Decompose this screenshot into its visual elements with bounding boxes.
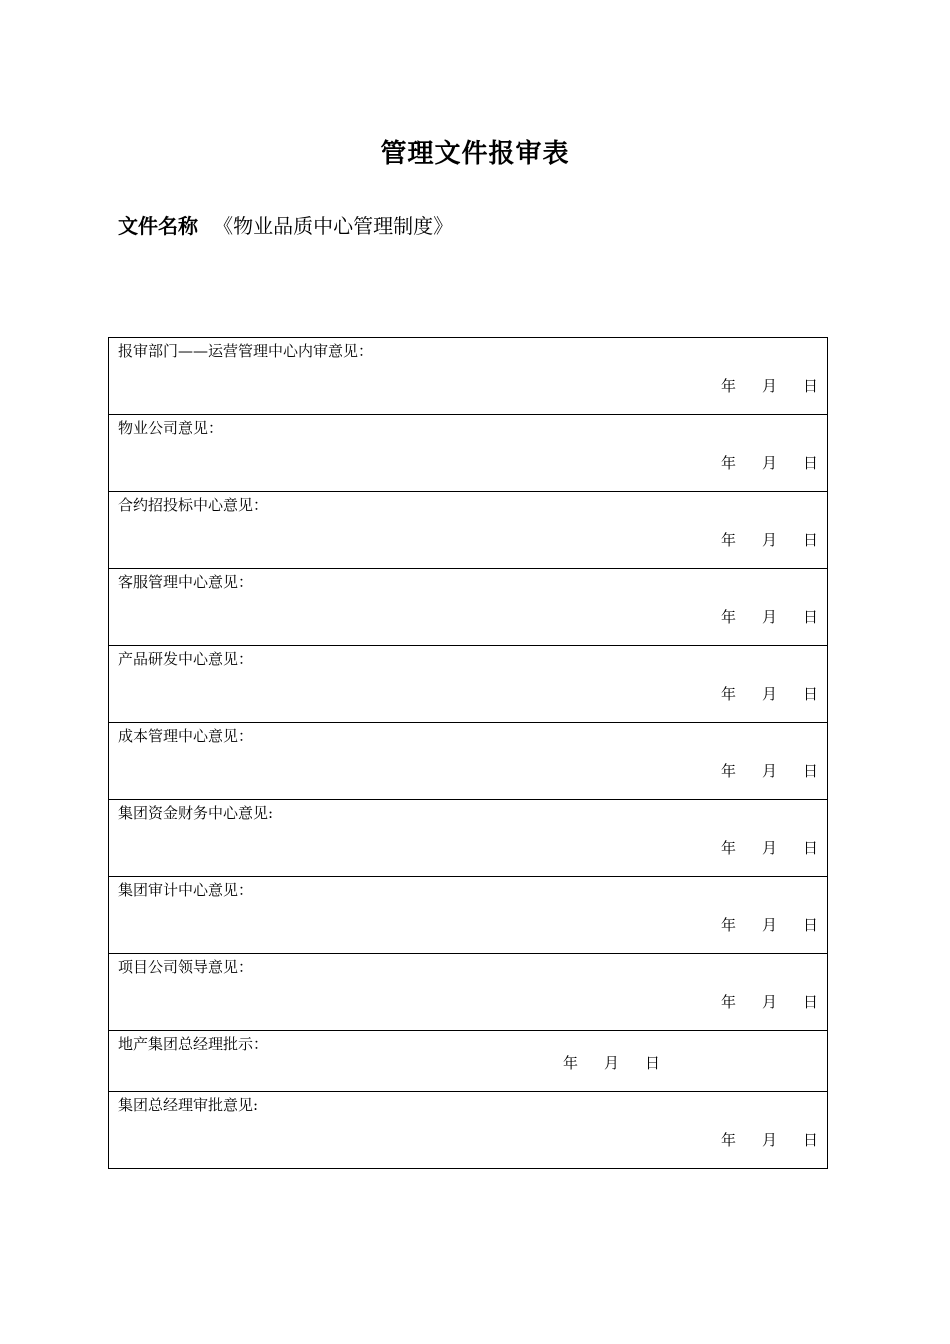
date-month: 月 <box>761 685 777 703</box>
approval-row-customer-service <box>109 568 827 645</box>
file-name-label: 文件名称 <box>118 214 198 238</box>
approval-row-group-gm <box>109 1091 827 1168</box>
row-label: 集团资金财务中心意见: <box>118 804 274 822</box>
date-year: 年 <box>720 454 736 472</box>
date-day: 日 <box>802 377 818 395</box>
date-month: 月 <box>761 531 777 549</box>
date-field <box>721 607 818 627</box>
date-month: 月 <box>761 762 777 780</box>
date-day: 日 <box>802 454 818 472</box>
date-year: 年 <box>720 1131 736 1149</box>
date-field <box>721 1130 818 1150</box>
date-month: 月 <box>761 916 777 934</box>
date-month: 月 <box>761 1131 777 1149</box>
date-field <box>721 992 818 1012</box>
date-month: 月 <box>761 377 777 395</box>
row-label: 产品研发中心意见： <box>118 650 254 668</box>
date-month: 月 <box>761 839 777 857</box>
date-day: 日 <box>802 762 818 780</box>
row-label: 客服管理中心意见： <box>118 573 254 591</box>
date-month: 月 <box>604 1054 620 1072</box>
file-name-value: 《物业品质中心管理制度》 <box>213 214 454 238</box>
date-day: 日 <box>802 1131 818 1149</box>
date-day: 日 <box>802 531 818 549</box>
approval-row-audit-center <box>109 876 827 953</box>
page-title: 管理文件报审表 <box>380 139 570 169</box>
date-year: 年 <box>720 685 736 703</box>
approval-row-property-company <box>109 414 827 491</box>
row-label: 报审部门——运营管理中心内审意见： <box>118 342 374 360</box>
date-month: 月 <box>761 993 777 1011</box>
date-year: 年 <box>720 608 736 626</box>
approval-row-product-rd <box>109 645 827 722</box>
row-label: 合约招投标中心意见： <box>118 496 269 514</box>
date-day: 日 <box>802 685 818 703</box>
date-field <box>721 376 818 396</box>
date-field <box>721 530 818 550</box>
approval-row-project-company <box>109 953 827 1030</box>
approval-row-cost-management <box>109 722 827 799</box>
date-day: 日 <box>802 993 818 1011</box>
date-field <box>721 684 818 704</box>
row-label: 地产集团总经理批示： <box>118 1035 269 1053</box>
file-name-line <box>118 210 453 242</box>
approval-row-bidding-center <box>109 491 827 568</box>
date-field <box>563 1053 660 1073</box>
date-field <box>721 838 818 858</box>
date-year: 年 <box>720 377 736 395</box>
date-field <box>721 453 818 473</box>
row-label: 成本管理中心意见： <box>118 727 254 745</box>
date-year: 年 <box>720 993 736 1011</box>
date-field <box>721 761 818 781</box>
date-month: 月 <box>761 608 777 626</box>
date-month: 月 <box>761 454 777 472</box>
date-day: 日 <box>802 839 818 857</box>
row-label: 集团总经理审批意见: <box>118 1096 259 1114</box>
approval-row-real-estate-gm <box>109 1030 827 1091</box>
date-year: 年 <box>720 916 736 934</box>
date-day: 日 <box>802 916 818 934</box>
date-year: 年 <box>720 762 736 780</box>
date-year: 年 <box>563 1054 579 1072</box>
date-field <box>721 915 818 935</box>
date-day: 日 <box>802 608 818 626</box>
date-year: 年 <box>720 839 736 857</box>
date-day: 日 <box>645 1054 661 1072</box>
approval-form-table <box>108 337 828 1169</box>
row-label: 集团审计中心意见： <box>118 881 254 899</box>
approval-row-finance-center <box>109 799 827 876</box>
approval-row-operations <box>109 338 827 414</box>
row-label: 项目公司领导意见： <box>118 958 254 976</box>
date-year: 年 <box>720 531 736 549</box>
row-label: 物业公司意见： <box>118 419 224 437</box>
